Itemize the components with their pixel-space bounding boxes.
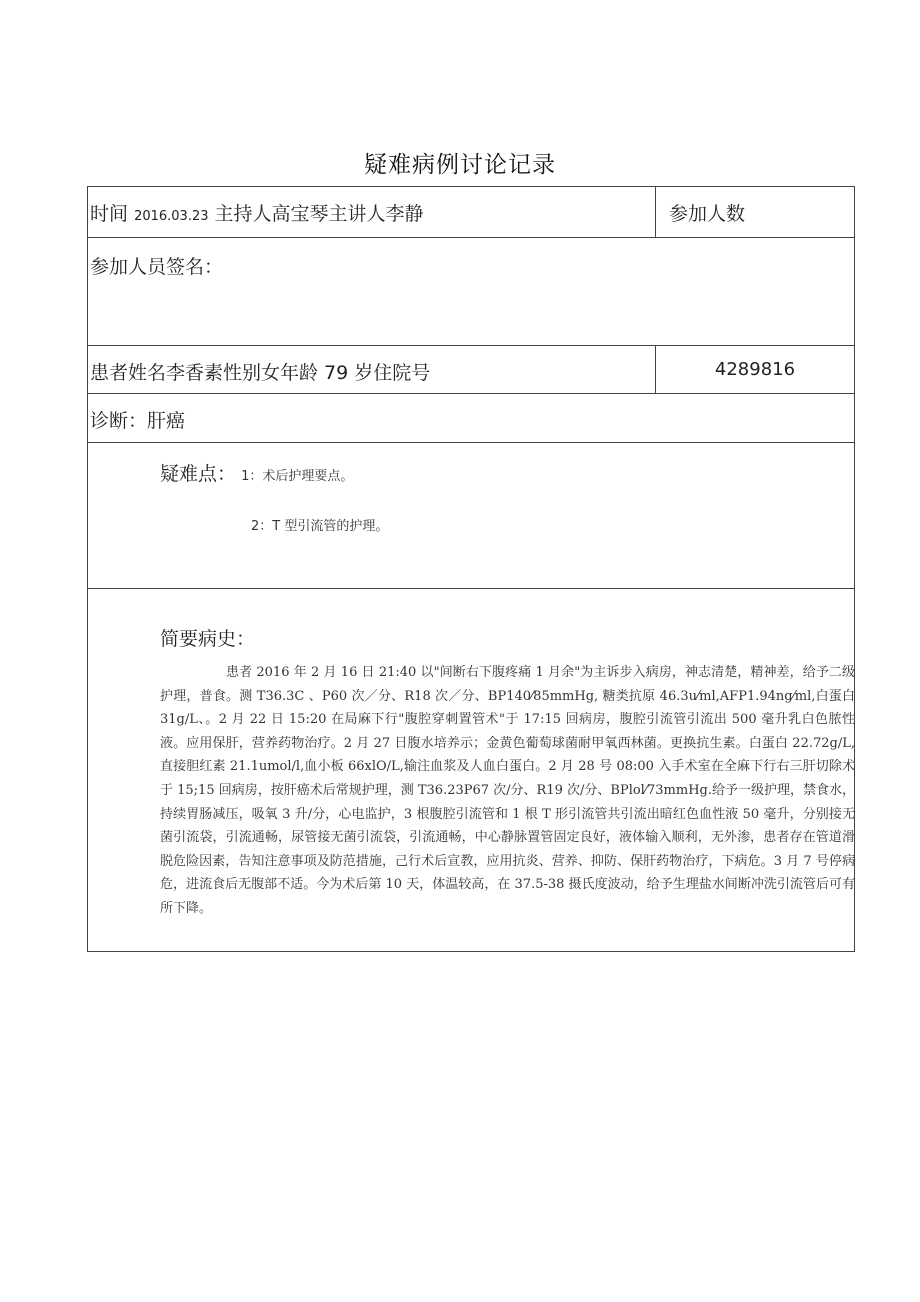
discussion-record-table (87, 186, 855, 952)
signature-label: 参加人员签名： (90, 256, 224, 278)
time-host-line (90, 199, 424, 226)
time-host-cell (88, 187, 656, 238)
difficulty-item-2: 2：T 型引流管的护理。 (251, 519, 389, 534)
host-speaker-text: 主持人高宝琴主讲人李静 (214, 203, 424, 225)
participants-count-cell (656, 187, 855, 238)
history-label: 简要病史： (160, 628, 256, 650)
difficulties-row (88, 443, 855, 589)
page-title: 疑难病例讨论记录 (364, 152, 556, 178)
difficulties-cell (88, 443, 855, 589)
history-row (88, 589, 855, 952)
signature-cell (88, 238, 855, 346)
difficulties-header (160, 459, 353, 486)
signature-row (88, 238, 855, 346)
patient-info: 患者姓名李香素性别女年龄 79 岁住院号 (90, 362, 431, 384)
difficulties-label: 疑难点： (160, 463, 237, 485)
history-cell (88, 589, 855, 952)
hospital-number: 4289816 (714, 359, 796, 380)
time-label: 时间 (90, 203, 129, 225)
meeting-date: 2016.03.23 (134, 209, 209, 224)
history-text: 患者 2016 年 2 月 16 日 21:40 以"间断右下腹疼痛 1 月余"为主诉步入病房，神志清楚，精神差，给予二级护理，普食。测 T36.3C 、P60 次／分、R18 次／分、BP140⁄85mmHg, 糖类抗原 46.3u⁄ml,AFP1.94ng⁄ml,白蛋白 31g/L、。2 月 22 日 15:20 在局麻下行"腹腔穿刺置管术"于 17:15 回病房，腹腔引流管引流出 500 毫升乳白色脓性液。应用保肝，营养药物治疗。2 月 27 日腹水培养示；金黄色葡萄球菌耐甲氧西林菌。更换抗生素。白蛋白 22.72g/L,直接胆红素 21.1umol/l,血小板 66xlO/L,输注血浆及人血白蛋白。2 月 28 号 08:00 入手术室在全麻下行右三肝切除术于 15;15 回病房，按肝癌术后常规护理，测 T36.23P67 次/分、R19 次/分、BPlol⁄73mmHg.给予一级护理，禁食水，持续胃肠减压，吸氧 3 升/分，心电监护，3 根腹腔引流管和 1 根 T 形引流管共引流出暗红色血性液 50 毫升，分别接无菌引流袋，引流通畅，尿管接无菌引流袋，引流通畅，中心静脉置管固定良好，液体输入顺利，无外渗，患者存在管道滑脱危险因素，告知注意事项及防范措施，己行术后宣教，应用抗炎、营养、抑防、保肝药物治疗，下病危。3 月 7 号停病危，进流食后无腹部不适。今为术后第 10 天，体温较高，在 37.5-38 摄氏度波动，给予生理盐水间断冲洗引流管后可有所下降。 (160, 665, 855, 916)
header-row (88, 187, 855, 238)
patient-info-cell (88, 346, 656, 394)
patient-row (88, 346, 855, 394)
hospital-number-cell (656, 346, 855, 394)
diagnosis-text: 诊断：肝癌 (90, 410, 186, 432)
diagnosis-cell (88, 394, 855, 443)
diagnosis-row (88, 394, 855, 443)
difficulty-item-1: 1：术后护理要点。 (241, 469, 354, 484)
participants-count-label: 参加人数 (669, 203, 746, 225)
